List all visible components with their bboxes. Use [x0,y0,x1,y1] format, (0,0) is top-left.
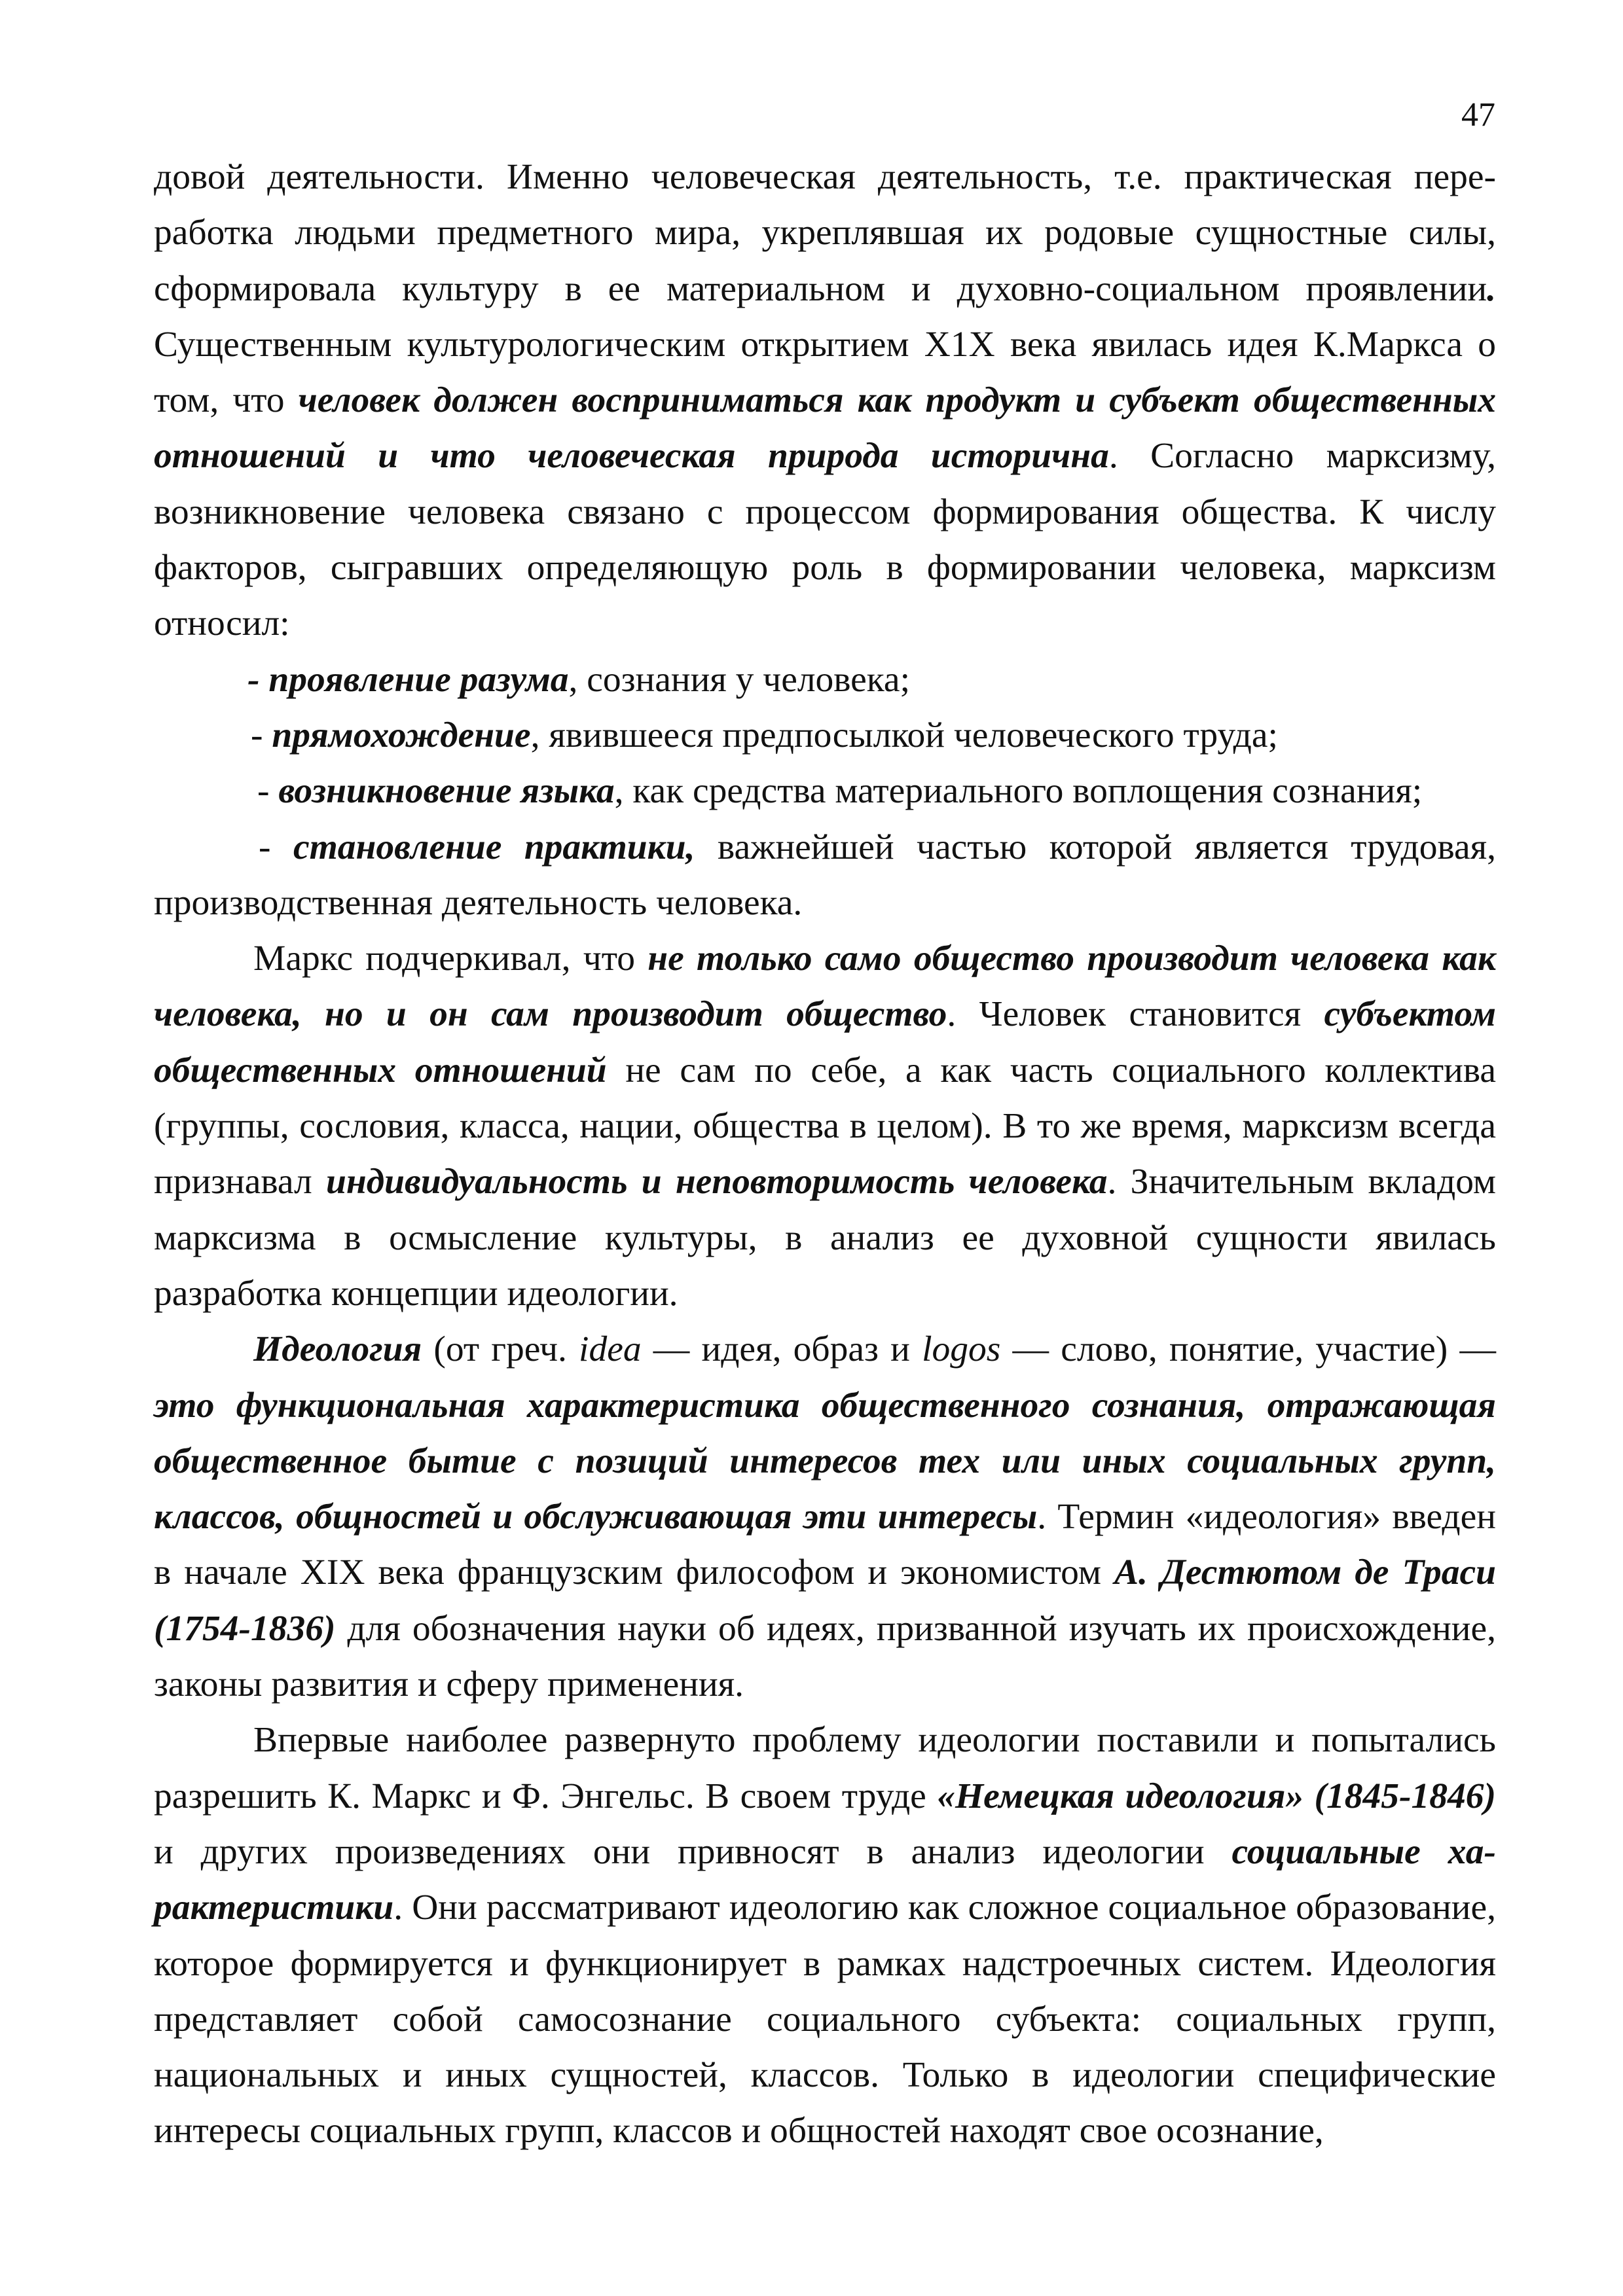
text-run: . Значительным вкладом марксизма в осмысление культуры, в анализ ее духовной сущности явилась разработка концепции идеологии. [154,1162,1497,1314]
list-item [154,708,1496,763]
text-run: . Они рассматривают идеологию как сложное социальное образование, которое формируется и функционирует в рамках надстроечных систем. Идеология представляет собой самосознание социального субъекта: социальных групп, национальных и иных сущностей, классов. Только в идеологии специфические интересы социальных групп, классов и общностей находят свое осознание, [154,1888,1496,2151]
text-run: для обозначения науки об идеях, призванной изучать их происхождение, законы развития и сферу применения. [154,1608,1496,1705]
emphasis: не только само общество производит человека как человека, но и он сам производит общество [154,939,1496,1035]
list-term: возникновение языка [278,771,615,812]
list-item [154,763,1496,819]
paragraph-2 [154,931,1496,1321]
paragraph-1 [154,149,1496,652]
list-item [154,652,1496,708]
italic-term: idea [579,1329,642,1370]
list-dash: - [251,715,272,755]
list-text: , как средства материального воплощения сознания; [614,771,1423,812]
list-term: прямохождение [272,715,531,755]
list-dash: - [259,827,293,867]
list-text: , сознания у человека; [568,659,910,700]
text-run: Впервые наиболее развернуто проблему идеологии поставили и попытались разрешить К. Маркс и Ф. Энгельс. В своем труде [154,1720,1496,1816]
text-run: — слово, понятие, участие) — [1000,1329,1496,1370]
list-dash: - [247,659,269,700]
emphasis: это функциональная характеристика общественного сознания, отражающая общественное бытие с позиций интересов тех или иных социальных групп, классов, общностей и обслуживающая эти интересы [154,1385,1496,1537]
text-run: Существенным культурологическим открытием Х1Х века явилась идея К.Маркса о том, что [154,324,1496,421]
text-run: — идея, образ и [641,1329,922,1370]
emphasis: А. Дестютом де Траси (1754-1836) [154,1552,1496,1649]
emphasis: индивидуальность и неповторимость человека [325,1162,1108,1202]
emphasis: «Немецкая идеология» (1845-1846) [937,1776,1496,1816]
list-term: становление практики, [293,827,695,867]
emphasis: человек должен восприниматься как продукт и субъект общественных отношений и что человеческая природа исторична [154,380,1496,476]
list-item [154,819,1496,931]
list-dash: - [257,771,279,812]
text-run: довой деятельности. Именно человеческая деятельность, т.е. практическая переработка людьми предметного мира, укреплявшая их родовые сущностные силы, сформировала культуру в ее материальном и духовно-социальном проявлении [154,157,1496,309]
italic-term: logos [922,1329,1001,1370]
list-text: , явившееся предпосылкой человеческого труда; [530,715,1278,755]
text-run: (от греч. [422,1329,579,1370]
body-text [154,149,1496,2159]
text-run: . [1487,268,1496,309]
list-text: важнейшей частью которой является трудовая, производственная деятельность человека. [154,827,1497,923]
text-run: Маркс подчеркивал, что [253,939,648,979]
page-number: 47 [1461,96,1495,134]
emphasis: Идеология [253,1329,422,1370]
list-term: проявление разума [268,659,569,700]
text-run: . Термин «идеология» введен в начале XIX века французским философом и экономистом [154,1497,1496,1593]
text-run: . Согласно марксизму, возникновение человека связано с процессом формирования общества. К числу факторов, сыгравших определяющую роль в формировании человека, марксизм относил: [154,436,1496,644]
emphasis: социальные характеристики [154,1831,1496,1928]
text-run: не сам по себе, а как часть социального коллектива (группы, сословия, класса, нации, общества в целом). В то же время, марксизм всегда признавал [154,1050,1496,1202]
text-run: и других произведениях они привносят в анализ идеологии [154,1831,1232,1872]
paragraph-3 [154,1321,1496,1712]
text-run: . Человек становится [947,994,1324,1035]
paragraph-4 [154,1712,1496,2159]
emphasis: субъектом общественных отношений [154,994,1497,1090]
